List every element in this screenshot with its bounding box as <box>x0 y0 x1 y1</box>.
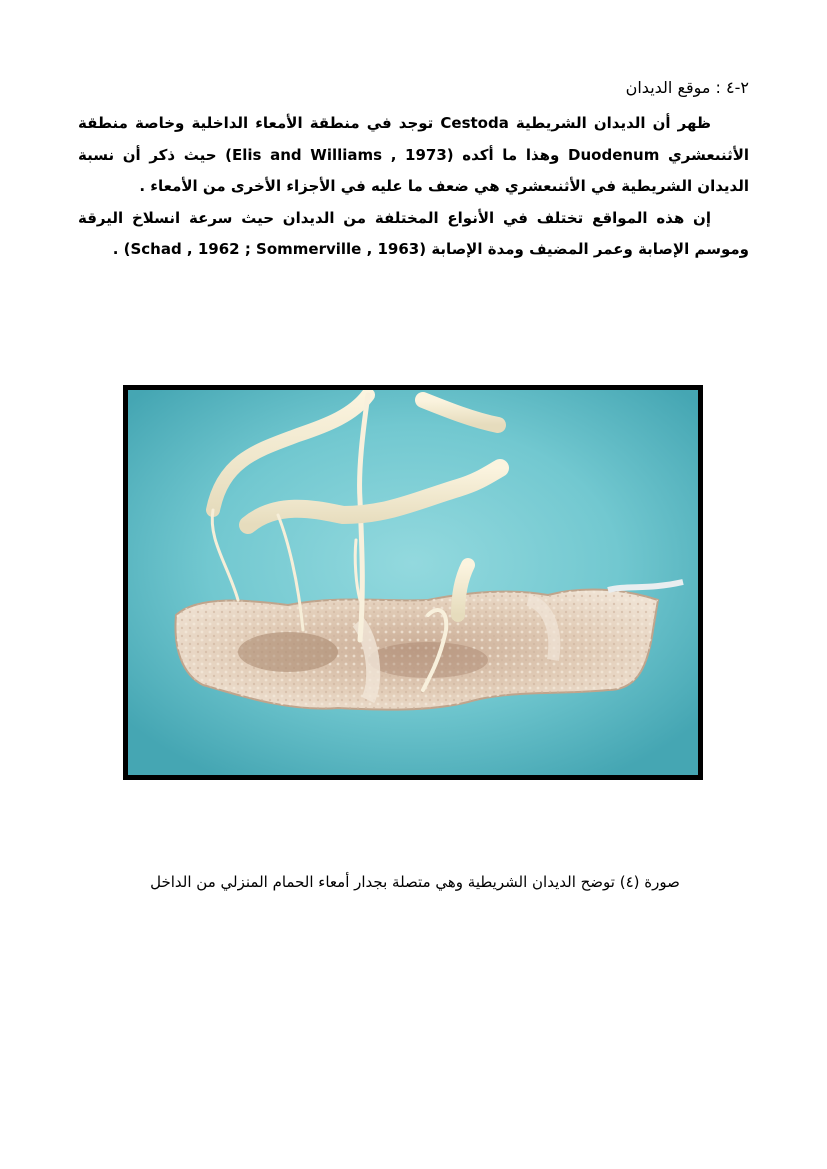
body-text <box>78 108 749 266</box>
figure-caption: صورة (٤) توضح الديدان الشريطية وهي متصلة بجدار أمعاء الحمام المنزلي من الداخل <box>150 873 680 891</box>
section-heading: ٢-٤ : موقع الديدان <box>625 78 749 97</box>
tapeworm-intestine-illustration <box>128 390 698 775</box>
paragraph-location-variation: إن هذه المواقع تختلف في الأنواع المختلفة من الديدان حيث سرعة انسلاخ اليرقة وموسم الإصابة وعمر المضيف ومدة الإصابة (Schad , 1962 ; Sommerville , 1963) . <box>78 208 749 258</box>
figure-photo-tapeworms <box>123 385 703 780</box>
paragraph-cestoda-location: ظهر أن الديدان الشريطية Cestoda توجد في منطقة الأمعاء الداخلية وخاصة منطقة الأثنىعشري Duodenum وهذا ما أكده (Elis and Williams , 1973) حيث ذكر أن نسبة الديدان الشريطية في الأثنىعشري هي ضعف ما عليه في الأجزاء الأخرى من الأمعاء . <box>78 114 750 195</box>
intestine-wall <box>175 582 683 710</box>
